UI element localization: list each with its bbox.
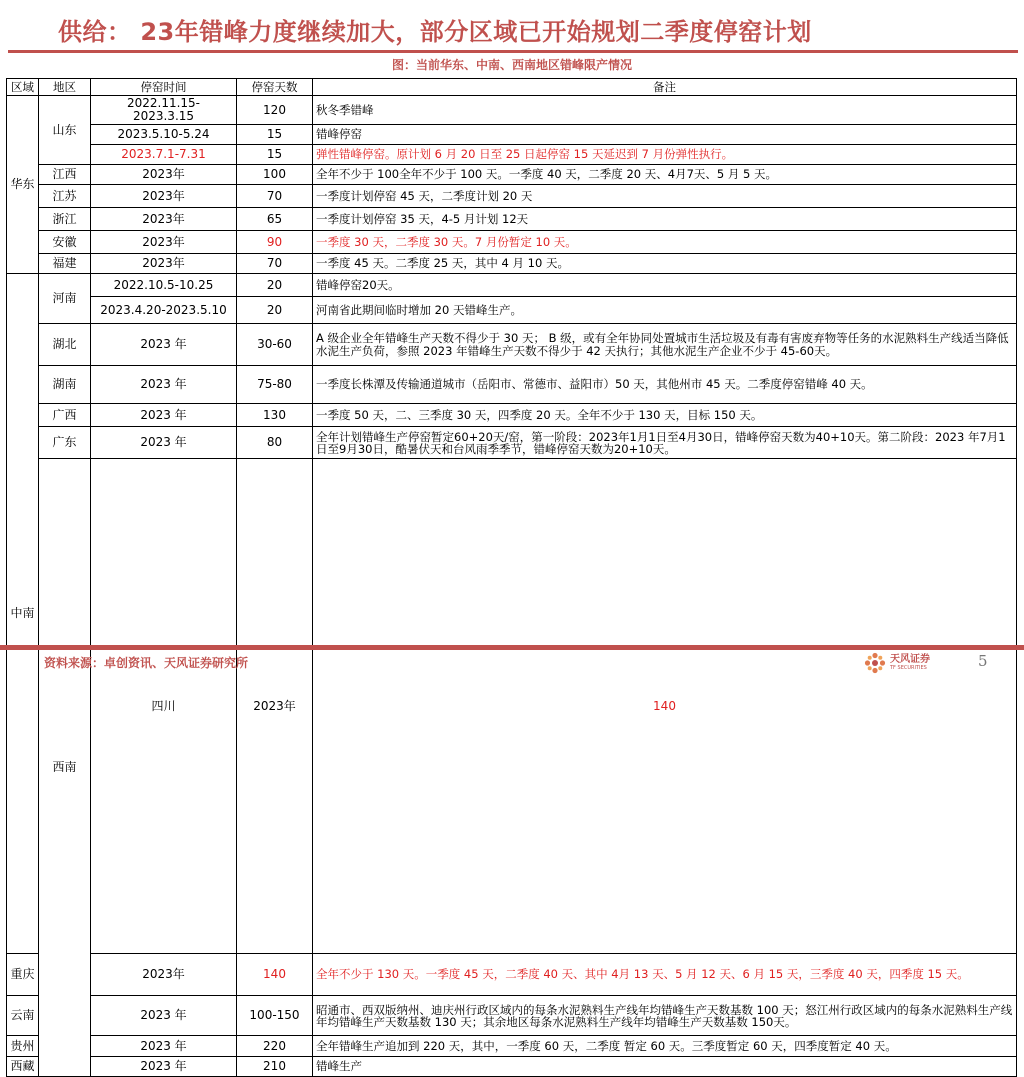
table-row <box>7 427 1017 459</box>
note-cell: 秋冬季错峰 <box>313 96 1017 125</box>
title-divider <box>8 50 1018 53</box>
logo-text-cn: 天风证券 <box>890 654 930 665</box>
days-cell: 65 <box>237 208 313 231</box>
days-cell: 15 <box>237 145 313 165</box>
days-cell: 80 <box>237 427 313 459</box>
table-row <box>7 145 1017 165</box>
days-cell: 20 <box>237 297 313 324</box>
days-cell: 20 <box>237 274 313 297</box>
days-cell: 120 <box>237 96 313 125</box>
province-cell: 广东 <box>39 427 91 459</box>
slide-title: 供给： 23年错峰力度继续加大，部分区域已开始规划二季度停窑计划 <box>58 18 812 46</box>
header-days: 停窑天数 <box>237 79 313 96</box>
region-cell: 华东 <box>7 96 39 274</box>
province-cell: 江苏 <box>39 185 91 208</box>
province-cell: 贵州 <box>7 1036 39 1057</box>
province-cell: 重庆 <box>7 954 39 996</box>
time-cell: 2023年 <box>91 165 237 185</box>
time-cell: 2023 年 <box>91 1036 237 1057</box>
days-cell: 70 <box>237 254 313 274</box>
note-cell: 全年不少于 100全年不少于 100 天。一季度 40 天，二季度 20 天、4月7天、5 月 5 天。 <box>313 165 1017 185</box>
time-cell: 2022.10.5-10.25 <box>91 274 237 297</box>
table-row <box>7 185 1017 208</box>
province-cell: 河南 <box>39 274 91 324</box>
header-note: 备注 <box>313 79 1017 96</box>
note-cell: 一季度计划停窑 45 天，二季度计划 20 天 <box>313 185 1017 208</box>
region-cell: 中南 <box>7 274 39 954</box>
days-cell: 15 <box>237 125 313 145</box>
table-row <box>7 324 1017 366</box>
province-cell: 湖北 <box>39 324 91 366</box>
days-cell: 130 <box>237 404 313 427</box>
days-cell: 90 <box>237 231 313 254</box>
source-note: 资料来源：卓创资讯、天风证券研究所 <box>44 656 249 670</box>
note-cell: 一季度计划停窑 35 天，4-5 月计划 12天 <box>313 208 1017 231</box>
days-cell: 210 <box>237 1057 313 1077</box>
note-cell: 错峰停窑20天。 <box>313 274 1017 297</box>
time-cell: 2023年 <box>91 208 237 231</box>
table-row <box>7 996 1017 1036</box>
logo-text-en: TF SECURITIES <box>890 665 927 671</box>
time-cell: 2023 年 <box>91 427 237 459</box>
note-cell: 弹性错峰停窑。原计划 6 月 20 日至 25 日起停窑 15 天延迟到 7 月份弹性执行。 <box>313 145 1017 165</box>
time-cell: 2023年 <box>91 954 237 996</box>
table-row <box>7 297 1017 324</box>
time-cell: 2023.7.1-7.31 <box>91 145 237 165</box>
time-cell: 2023 年 <box>91 404 237 427</box>
time-cell: 2023年 <box>237 459 313 954</box>
note-cell: 一季度 30 天，二季度 30 天。7 月份暂定 10 天。 <box>313 231 1017 254</box>
note-cell: 河南省此期间临时增加 20 天错峰生产。 <box>313 297 1017 324</box>
time-cell: 2023 年 <box>91 1057 237 1077</box>
province-cell: 西藏 <box>7 1057 39 1077</box>
time-cell: 2023年 <box>91 185 237 208</box>
days-cell: 100-150 <box>237 996 313 1036</box>
table-row <box>7 459 1017 954</box>
table-row <box>7 274 1017 297</box>
province-cell: 广西 <box>39 404 91 427</box>
header-province: 地区 <box>39 79 91 96</box>
days-cell: 70 <box>237 185 313 208</box>
province-cell: 福建 <box>39 254 91 274</box>
time-cell: 2023.4.20-2023.5.10 <box>91 297 237 324</box>
header-time: 停窑时间 <box>91 79 237 96</box>
time-cell: 2023年 <box>91 254 237 274</box>
time-cell: 2023 年 <box>91 366 237 404</box>
time-cell: 2022.11.15- 2023.3.15 <box>91 96 237 125</box>
table-header-row <box>7 79 1017 96</box>
note-cell: 全年计划错峰生产停窑暂定60+20天/窑，第一阶段：2023年1月1日至4月30日，错峰停窑天数为40+10天。第二阶段：2023 年7月1日至9月30日，酷暑伏天和台风雨季季节，错峰停窑天数为20+10天。 <box>313 427 1017 459</box>
note-cell: 全年不少于 130 天。一季度 45 天，二季度 40 天、其中 4月 13 天、5 月 12 天、6 月 15 天，三季度 40 天，四季度 15 天。 <box>313 954 1017 996</box>
time-cell: 2023年 <box>91 231 237 254</box>
region-cell: 西南 <box>39 459 91 1077</box>
note-cell: 昭通市、西双版纳州、迪庆州行政区域内的每条水泥熟料生产线年均错峰生产天数基数 100 天；怒江州行政区域内的每条水泥熟料生产线年均错峰生产天数基数 130 天；其余地区每条水泥熟料生产线年均错峰生产天数基数 150天。 <box>313 996 1017 1036</box>
province-cell: 湖南 <box>39 366 91 404</box>
table-row <box>7 96 1017 125</box>
table-row <box>7 366 1017 404</box>
days-cell: 140 <box>237 954 313 996</box>
time-cell: 2023.5.10-5.24 <box>91 125 237 145</box>
table-row <box>7 404 1017 427</box>
province-cell: 江西 <box>39 165 91 185</box>
province-cell: 云南 <box>7 996 39 1036</box>
time-cell: 2023 年 <box>91 996 237 1036</box>
time-cell: 2023 年 <box>91 324 237 366</box>
table-row <box>7 231 1017 254</box>
days-cell: 30-60 <box>237 324 313 366</box>
table-row <box>7 165 1017 185</box>
page-number: 5 <box>978 652 988 670</box>
note-cell: 错峰停窑 <box>313 125 1017 145</box>
province-cell: 浙江 <box>39 208 91 231</box>
note-cell: 一季度 45 天。二季度 25 天，其中 4 月 10 天。 <box>313 254 1017 274</box>
province-cell: 四川 <box>91 459 237 954</box>
table-row <box>7 254 1017 274</box>
days-cell: 75-80 <box>237 366 313 404</box>
company-logo <box>864 649 944 677</box>
table-row <box>7 1057 1017 1077</box>
table-row <box>7 954 1017 996</box>
figure-caption: 图：当前华东、中南、西南地区错峰限产情况 <box>391 58 632 72</box>
table-row <box>7 208 1017 231</box>
note-cell: 全年错峰生产追加到 220 天，其中，一季度 60 天，二季度 暂定 60 天。三季度暂定 60 天，四季度暂定 40 天。 <box>313 1036 1017 1057</box>
logo-icon <box>864 652 886 674</box>
days-cell: 100 <box>237 165 313 185</box>
table-row <box>7 125 1017 145</box>
note-cell: 一季度长株潭及传输通道城市（岳阳市、常德市、益阳市）50 天，其他州市 45 天。二季度停窑错峰 40 天。 <box>313 366 1017 404</box>
province-cell: 山东 <box>39 96 91 165</box>
province-cell: 安徽 <box>39 231 91 254</box>
note-cell: 一季度 50 天，二、三季度 30 天，四季度 20 天。全年不少于 130 天，目标 150 天。 <box>313 404 1017 427</box>
note-cell: 错峰生产 <box>313 1057 1017 1077</box>
restriction-table <box>6 78 1017 1077</box>
header-region: 区域 <box>7 79 39 96</box>
days-cell: 140 <box>313 459 1017 954</box>
note-cell: A 级企业全年错峰生产天数不得少于 30 天； B 级，或有全年协同处置城市生活垃圾及有毒有害废弃物等任务的水泥熟料生产线适当降低水泥生产负荷，参照 2023 年错峰生产天数不得少于 42 天执行；其他水泥生产企业不少于 45-60天。 <box>313 324 1017 366</box>
table-row <box>7 1036 1017 1057</box>
days-cell: 220 <box>237 1036 313 1057</box>
